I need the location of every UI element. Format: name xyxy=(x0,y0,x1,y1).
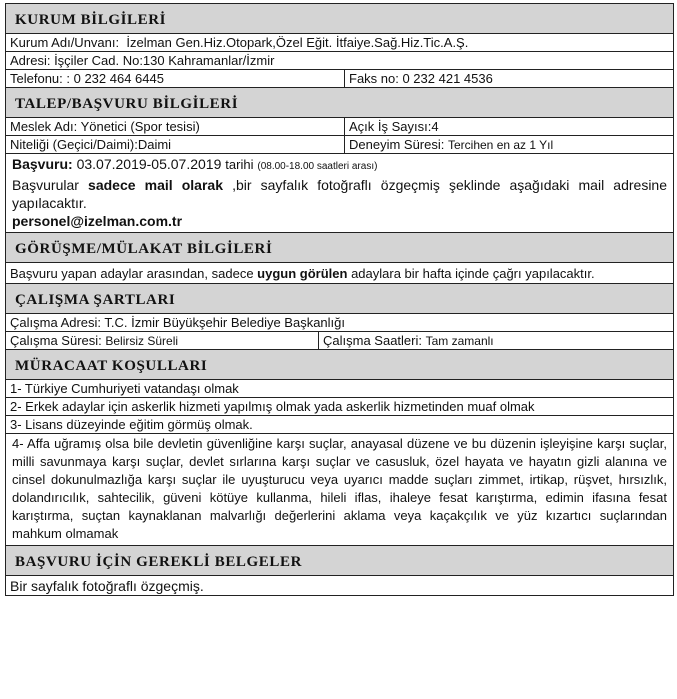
talep-nitelik-row xyxy=(6,136,673,154)
calisma-saat-label: Çalışma Saatleri: xyxy=(323,333,422,348)
job-posting-form xyxy=(5,3,674,596)
muracaat-item-1: 1- Türkiye Cumhuriyeti vatandaşı olmak xyxy=(6,380,673,398)
nitelik: Niteliği (Geçici/Daimi):Daimi xyxy=(6,136,345,153)
kurum-iletisim-row xyxy=(6,70,673,88)
kurum-telefon: Telefonu: : 0 232 464 6445 xyxy=(6,70,345,87)
basvuru-text: Başvurular sadece mail olarak ,bir sayfalık fotoğraflı özgeçmiş şeklinde aşağıdaki mail adresine yapılacaktır. xyxy=(12,177,667,211)
calisma-sure-label: Çalışma Süresi: xyxy=(10,333,102,348)
section-title-gorusme: GÖRÜŞME/MÜLAKAT BİLGİLERİ xyxy=(6,233,673,263)
basvuru-label: Başvuru: xyxy=(12,156,73,172)
calisma-adres: Çalışma Adresi: T.C. İzmir Büyükşehir Belediye Başkanlığı xyxy=(10,315,346,330)
kurum-faks: Faks no: 0 232 421 4536 xyxy=(349,71,493,86)
basvuru-tarihi: tarihi xyxy=(225,157,254,172)
muracaat-item-3: 3- Lisans düzeyinde eğitim görmüş olmak. xyxy=(6,416,673,434)
section-title-calisma: ÇALIŞMA ŞARTLARI xyxy=(6,284,673,314)
calisma-sure-row xyxy=(6,332,673,350)
kurum-adres: Adresi: İşçiler Cad. No:130 Kahramanlar/İzmir xyxy=(10,53,275,68)
basvuru-text-bold: sadece mail olarak xyxy=(88,177,223,193)
muracaat-item-2: 2- Erkek adaylar için askerlik hizmeti yapılmış olmak yada askerlik hizmetinden muaf olmak xyxy=(6,398,673,416)
belgeler-item-row xyxy=(6,576,673,596)
section-title-kurum: KURUM BİLGİLERİ xyxy=(6,4,673,34)
belgeler-item: Bir sayfalık fotoğraflı özgeçmiş. xyxy=(10,578,204,594)
gorusme-row: Başvuru yapan adaylar arasından, sadece uygun görülen adaylara bir hafta içinde çağrı yapılacaktır. xyxy=(6,263,673,284)
gorusme-text-bold: uygun görülen xyxy=(257,266,348,281)
calisma-adres-row xyxy=(6,314,673,332)
section-title-belgeler: BAŞVURU İÇİN GEREKLİ BELGELER xyxy=(6,546,673,576)
muracaat-item-4: 4- Affa uğramış olsa bile devletin güvenliğine karşı suçlar, anayasal düzene ve bu düzenin işleyişine karşı suçlar, milli savunmaya karşı suçlar, devlet sırlarına karşı suçlar ve casusluk, özel hayata ve hayatın gizli alanına ve cinsel dokunulmazlığa karşı suçlar ile uyuşturucu veya uyarıcı madde suçları zimmet, irtikap, rüşvet, hırsızlık, dolandırıcılık, sahtecilik, güveni kötüye kullanma, hileli iflas, ihaleye fesat karıştırma, edimin ifasına fesat karıştırma, suçtan kaynaklanan malvarlığı değerlerini aklama veya kaçakçılık ve yüz kızartıcı suçlarından mahkum olmamak xyxy=(6,434,673,546)
calisma-sure-value: Belirsiz Süreli xyxy=(105,334,179,348)
basvuru-date-line xyxy=(12,155,667,176)
basvuru-dates: 03.07.2019-05.07.2019 xyxy=(76,156,222,172)
basvuru-saat: (08.00-18.00 saatleri arası) xyxy=(257,161,378,172)
deneyim-label: Deneyim Süresi: xyxy=(349,137,445,152)
talep-meslek-row xyxy=(6,118,673,136)
kurum-ad-label: Kurum Adı/Unvanı: xyxy=(10,35,120,50)
basvuru-email[interactable]: personel@izelman.com.tr xyxy=(12,213,183,229)
calisma-saat-value: Tam zamanlı xyxy=(425,334,494,348)
kurum-ad-row xyxy=(6,34,673,52)
kurum-adres-row xyxy=(6,52,673,70)
meslek-adi: Meslek Adı: Yönetici (Spor tesisi) xyxy=(6,118,345,135)
section-title-muracaat: MÜRACAAT KOŞULLARI xyxy=(6,350,673,380)
acik-is-sayisi: Açık İş Sayısı:4 xyxy=(349,119,439,134)
kurum-ad-value: İzelman Gen.Hiz.Otopark,Özel Eğit. İtfaiye.Sağ.Hiz.Tic.A.Ş. xyxy=(126,35,469,50)
deneyim-value: Tercihen en az 1 Yıl xyxy=(448,138,554,152)
basvuru-block xyxy=(6,154,673,233)
section-title-talep: TALEP/BAŞVURU BİLGİLERİ xyxy=(6,88,673,118)
